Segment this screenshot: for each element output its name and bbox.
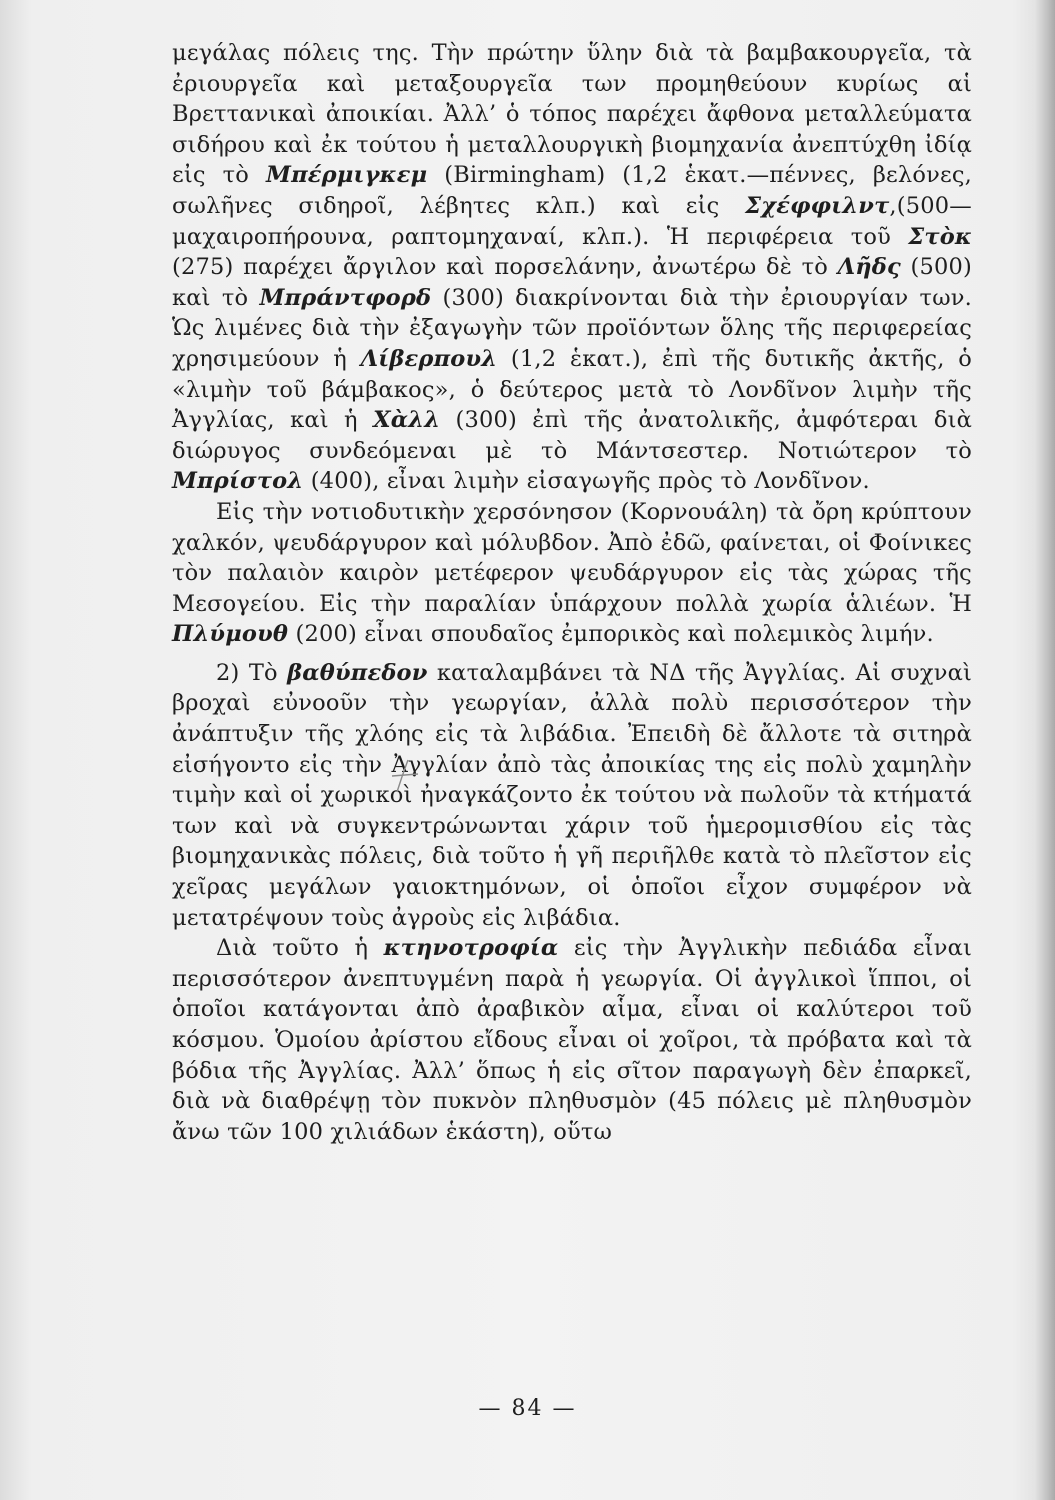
text-run: (200) εἶναι σπουδαῖος ἐμπορικὸς καὶ πολεμικὸς λιμήν. xyxy=(288,621,934,648)
text-run: Διὰ τοῦτο ἡ xyxy=(216,935,384,962)
text-run: (300) ἐπὶ τῆς ἀνατολικῆς, ἀμφότεραι διὰ διώρυγος συνδεόμεναι μὲ τὸ Μάντσεστερ. Νοτιώτερον τὸ xyxy=(172,407,972,464)
place-name-sheffield: Σχέφφιλντ xyxy=(745,192,890,219)
paragraph-lowland xyxy=(172,658,972,933)
binding-shadow xyxy=(1035,0,1055,1500)
place-name-plymouth: Πλύμουθ xyxy=(172,621,289,648)
page-number: — 84 — xyxy=(478,1396,577,1421)
text-run: μεγάλας πόλεις της. Τὴν πρώτην ὕλην διὰ τὰ βαμβακουργεῖα, τὰ ἐριουργεῖα καὶ μεταξουργεῖα των προμηθεύουν κυρίως αἱ Βρεττανικαὶ ἀποικίαι. Ἀλλ’ ὁ τόπος παρέχει ἄφθονα μεταλλεύματα σιδήρου καὶ ἐκ τούτου ἡ μεταλλουργικὴ βιομηχανία ἀνεπτύχθη ἰδίᾳ εἰς τὸ xyxy=(172,40,972,189)
paragraph-industry xyxy=(172,38,972,497)
text-run: (400), εἶναι λιμὴν εἰσαγωγῆς πρὸς τὸ Λονδῖνον. xyxy=(303,468,870,495)
text-run: (275) παρέχει ἄργιλον καὶ πορσελάνην, ἀνωτέρω δὲ τὸ xyxy=(172,254,838,281)
paragraph-livestock xyxy=(172,933,972,1147)
place-name-hull: Χὰλλ xyxy=(373,407,441,434)
term-lowland: βαθύπεδον xyxy=(287,659,428,686)
text-run: (1,2 ἑκατ.), ἐπὶ τῆς δυτικῆς ἀκτῆς, ὁ «λιμὴν τοῦ βάμβακος», ὁ δεύτερος μετὰ τὸ Λονδῖνον λιμὴν τῆς Ἀγγλίας, καὶ ἡ xyxy=(172,345,972,434)
text-run: 2) Τὸ xyxy=(216,659,288,686)
place-name-bradford: Μπράντφορδ xyxy=(259,284,432,311)
place-name-birmingham: Μπέρμιγκεμ xyxy=(266,162,428,189)
place-name-leeds: Λῆδς xyxy=(837,254,901,281)
text-run: (500) καὶ τὸ xyxy=(172,254,972,311)
pencil-mark-icon xyxy=(388,756,422,796)
text-run: (300) διακρίνονται διὰ τὴν ἐριουργίαν των. Ὡς λιμένες διὰ τὴν ἐξαγωγὴν τῶν προϊόντων ὅλης τῆς περιφερείας χρησιμεύουν ἡ xyxy=(172,284,972,372)
paragraph-cornwall xyxy=(172,497,972,650)
text-run: ,(500—μαχαιροπήρουνα, ραπτομηχαναί, κλπ.). Ἡ περιφέρεια τοῦ xyxy=(172,192,972,250)
place-name-bristol: Μπρίστολ xyxy=(172,468,304,495)
text-run: Εἰς τὴν νοτιοδυτικὴν χερσόνησον (Κορνουάλη) τὰ ὄρη κρύπτουν χαλκόν, ψευδάργυρον καὶ μόλυβδον. Ἀπὸ ἐδῶ, φαίνεται, οἱ Φοίνικες τὸν παλαιὸν καιρὸν μετέφερον ψευδάργυρον εἰς τὰς χώρας τῆς Μεσογείου. Εἰς τὴν παραλίαν ὑπάρχουν πολλὰ χωρία ἁλιέων. Ἡ xyxy=(172,498,972,617)
paragraph-gap xyxy=(172,650,972,658)
body-text xyxy=(172,38,972,1147)
term-livestock: κτηνοτροφία xyxy=(383,935,559,962)
place-name-liverpool: Λίβερπουλ xyxy=(360,345,498,372)
text-run: καταλαμβάνει τὰ ΝΔ τῆς Ἀγγλίας. Αἱ συχναὶ βροχαὶ εὐνοοῦν τὴν γεωργίαν, ἀλλὰ πολὺ περισσότερον τὴν ἀνάπτυξιν τῆς χλόης εἰς τὰ λιβάδια. Ἐπειδὴ δὲ ἄλλοτε τὰ σιτηρὰ εἰσήγοντο εἰς τὴν Ἀγγλίαν ἀπὸ τὰς ἀποικίας της εἰς πολὺ χαμηλὴν τιμὴν καὶ οἱ χωρικοὶ ἠναγκάζοντο ἐκ τούτου νὰ πωλοῦν τὰ κτήματά των καὶ νὰ συγκεντρώνωνται χάριν τοῦ ἡμερομισθίου εἰς τὰς βιομηχανικὰς πόλεις, διὰ τοῦτο ἡ γῆ περιῆλθε κατὰ τὸ πλεῖστον εἰς χεῖρας μεγάλων γαιοκτημόνων, οἱ ὁποῖοι εἶχον συμφέρον νὰ μετατρέψουν τοὺς ἀγροὺς εἰς λιβάδια. xyxy=(172,659,972,931)
text-run: (Birmingham) (1,2 ἑκατ.—πέννες, βελόνες, σωλῆνες σιδηροῖ, λέβητες κλπ.) καὶ εἰς xyxy=(172,162,972,219)
text-run: εἰς τὴν Ἀγγλικὴν πεδιάδα εἶναι περισσότερον ἀνεπτυγμένη παρὰ ἡ γεωργία. Οἱ ἀγγλικοὶ ἵπποι, οἱ ὁποῖοι κατάγονται ἀπὸ ἀραβικὸν αἷμα, εἶναι οἱ καλύτεροι τοῦ κόσμου. Ὁμοίου ἀρίστου εἴδους εἶναι οἱ χοῖροι, τὰ πρόβατα καὶ τὰ βόδια τῆς Ἀγγλίας. Ἀλλ’ ὅπως ἡ εἰς σῖτον παραγωγὴ δὲν ἐπαρκεῖ, διὰ νὰ διαθρέψῃ τὸν πυκνὸν πληθυσμὸν (45 πόλεις μὲ πληθυσμὸν ἄνω τῶν 100 χιλιάδων ἑκάστη), οὕτω xyxy=(172,935,972,1145)
place-name-stoke: Στὸκ xyxy=(908,223,972,250)
